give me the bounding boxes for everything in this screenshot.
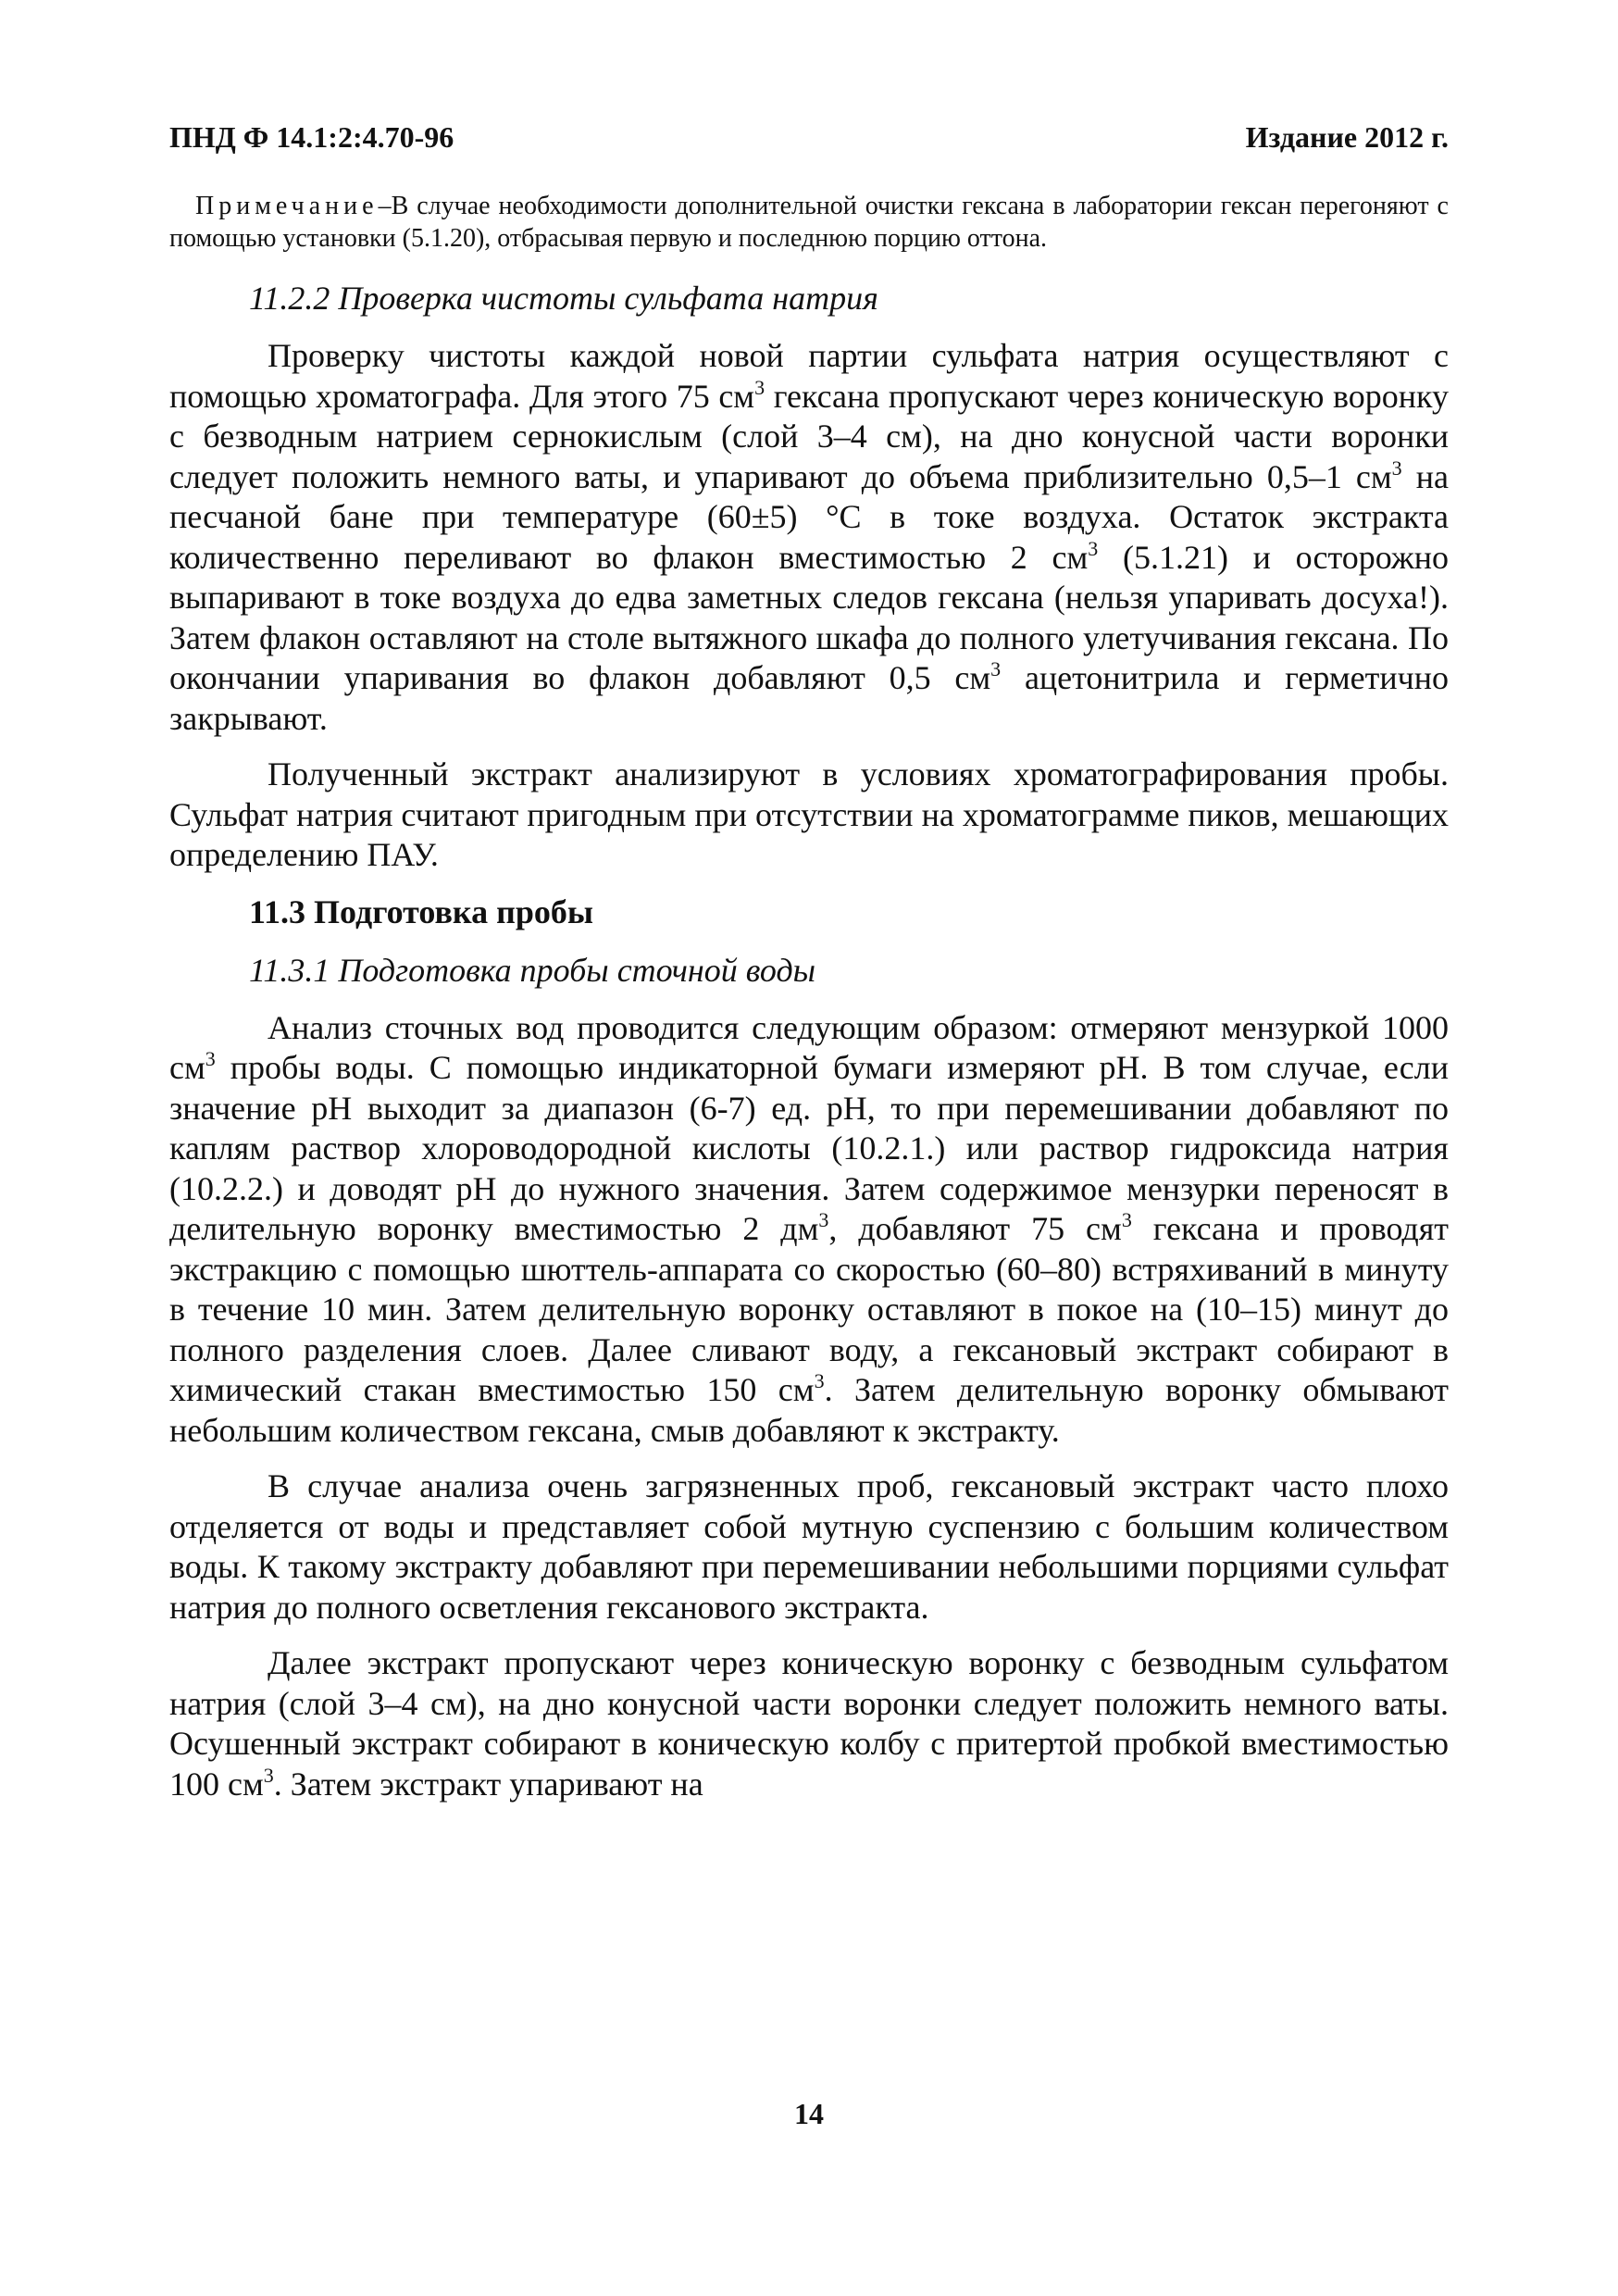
section-11-3-1-paragraph-3: Далее экстракт пропускают через коническую воронку с безводным сульфатом натрия (слой 3–4 см), на дно конусной части воронки следует положить немного ваты. Осушенный экстракт собирают в коническую колбу с притертой пробкой вместимостью 100 $см^3$. Затем экстракт упаривают на [169,1644,1449,1803]
note-paragraph: Примечание–В случае необходимости дополнительной очистки гексана в лаборатории гексан перегоняют с помощью установки (5.1.20), отбрасывая первую и последнюю порцию оттона. [169,192,1449,253]
note-text: В случае необходимости дополнительной очистки гексана в лаборатории гексан перегоняют с помощью установки (5.1.20), отбрасывая первую и последнюю порцию оттона. [169,192,1449,253]
edition-label: Издание 2012 г. [1245,120,1449,154]
section-11-2-2-paragraph-1: Проверку чистоты каждой новой партии сульфата натрия осуществляют с помощью хроматографа. Для этого 75 $см^3$ гексана пропускают через коническую воронку с безводным натрием сернокислым (слой 3–4 см), на дно конусной части воронки следует положить немного ваты, и упаривают до объема приблизительно 0,5–1 $см^3$ на песчаной бане при температуре (60±5) °С в токе воздуха. Остаток экстракта количественно переливают во флакон вместимостью 2 $см^3$ (5.1.21) и осторожно выпаривают в токе воздуха до едва заметных следов гексана (нельзя упаривать досуха!). Затем флакон оставляют на столе вытяжного шкафа до полного улетучивания гексана. По окончании упаривания во флакон добавляют 0,5 $см^3$ ацетонитрила и герметично закрывают. [169,337,1450,737]
note-label: Примечание [195,192,379,220]
document-code: ПНД Ф 14.1:2:4.70-96 [169,120,454,154]
page-number: 14 [794,2097,824,2130]
section-11-2-2-heading: 11.2.2 Проверка чистоты сульфата натрия [249,280,878,317]
page-header [169,119,1449,156]
section-11-3-1-paragraph-2: В случае анализа очень загрязненных проб, гексановый экстракт часто плохо отделяется от воды и представляет собой мутную суспензию с большим количеством воды. К такому экстракту добавляют при перемешивании небольшими порциями сульфат натрия до полного осветления гексанового экстракта. [169,1467,1449,1626]
section-11-3-1-heading: 11.3.1 Подготовка пробы сточной воды [249,951,816,989]
section-11-2-2-paragraph-2: Полученный экстракт анализируют в условиях хроматографирования пробы. Сульфат натрия считают пригодным при отсутствии на хроматограмме пиков, мешающих определению ПАУ. [169,755,1449,873]
section-11-3-heading: 11.3 Подготовка пробы [249,892,593,930]
page-body [169,190,1449,1820]
section-11-3-1-paragraph-1: Анализ сточных вод проводится следующим образом: отмеряют мензуркой 1000 $см^3$ пробы воды. С помощью индикаторной бумаги измеряют pH. В том случае, если значение pH выходит за диапазон (6-7) ед. pH, то при перемешивании добавляют по каплям раствор хлороводородной кислоты (10.2.1.) или раствор гидроксида натрия (10.2.2.) и доводят pH до нужного значения. Затем содержимое мензурки переносят в делительную воронку вместимостью 2 $дм^3$, добавляют 75 $см^3$ гексана и проводят экстракцию с помощью шюттель-аппарата со скоростью (60–80) встряхиваний в минуту в течение 10 мин. Затем делительную воронку оставляют в покое на (10–15) минут до полного разделения слоев. Далее сливают воду, а гексановый экстракт собирают в химический стакан вместимостью 150 $см^3$. Затем делительную воронку обмывают небольшим количеством гексана, смыв добавляют к экстракту. [169,1008,1450,1449]
